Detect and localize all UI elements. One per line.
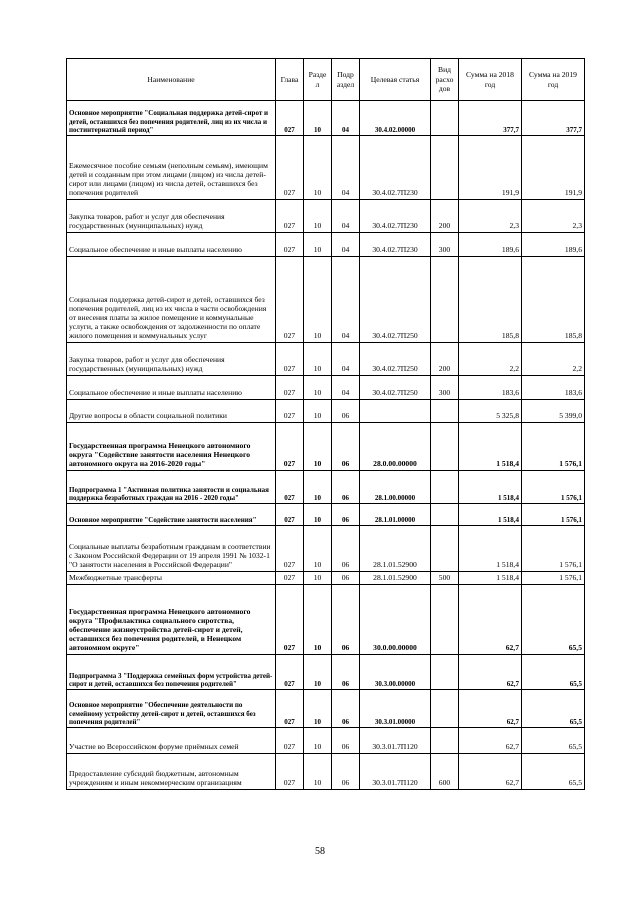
row-tselevaya-cell: 30.4.02.7П250 xyxy=(360,376,431,400)
row-tselevaya-cell: 28.1.01.52900 xyxy=(360,572,431,585)
row-vid-cell xyxy=(431,504,459,526)
row-sum-2019-cell: 2,2 xyxy=(522,343,585,376)
row-vid-cell xyxy=(431,136,459,200)
row-razdel-cell: 10 xyxy=(304,343,332,376)
row-podrazdel-cell: 06 xyxy=(332,585,360,655)
header-tselevaya-statya: Целевая статья xyxy=(360,59,431,101)
row-razdel-cell: 10 xyxy=(304,136,332,200)
row-name-cell: Другие вопросы в области социальной политики xyxy=(67,400,276,423)
row-sum-2018-cell: 62,7 xyxy=(459,728,522,754)
row-name-cell: Ежемесячное пособие семьям (неполным семьям), имеющим детей и созданным при этом лицами (лицом) из числа детей-сирот или лицами (лицом) из числа детей, оставшихся без попечения родителей xyxy=(67,136,276,200)
row-podrazdel-cell: 04 xyxy=(332,376,360,400)
row-razdel-cell: 10 xyxy=(304,728,332,754)
row-vid-cell xyxy=(431,400,459,423)
row-podrazdel-cell: 06 xyxy=(332,655,360,690)
row-sum-2018-cell: 1 518,4 xyxy=(459,504,522,526)
header-glava: Глава xyxy=(276,59,304,101)
row-sum-2018-cell: 2,2 xyxy=(459,343,522,376)
row-razdel-cell: 10 xyxy=(304,504,332,526)
row-sum-2018-cell: 377,7 xyxy=(459,101,522,136)
header-podrazdel: Подр аздел xyxy=(332,59,360,101)
row-glava-cell: 027 xyxy=(276,655,304,690)
row-name-cell: Закупка товаров, работ и услуг для обеспечения государственных (муниципальных) нужд xyxy=(67,343,276,376)
table-row xyxy=(67,423,585,471)
row-podrazdel-cell: 04 xyxy=(332,136,360,200)
row-sum-2019-cell: 377,7 xyxy=(522,101,585,136)
row-glava-cell: 027 xyxy=(276,136,304,200)
row-glava-cell: 027 xyxy=(276,101,304,136)
row-sum-2019-cell: 65,5 xyxy=(522,585,585,655)
row-name-cell: Социальные выплаты безработным гражданам в соответствии с Законом Российской Федерации от 19 апреля 1991 № 1032-1 "О занятости населения в Российской Федерации" xyxy=(67,526,276,572)
row-vid-cell xyxy=(431,257,459,343)
row-razdel-cell: 10 xyxy=(304,585,332,655)
row-vid-cell xyxy=(431,728,459,754)
row-sum-2019-cell: 65,5 xyxy=(522,728,585,754)
table-row xyxy=(67,200,585,233)
row-glava-cell: 027 xyxy=(276,376,304,400)
row-vid-cell: 200 xyxy=(431,200,459,233)
row-podrazdel-cell: 04 xyxy=(332,343,360,376)
row-podrazdel-cell: 04 xyxy=(332,233,360,257)
row-tselevaya-cell: 30.3.01.7П120 xyxy=(360,728,431,754)
row-podrazdel-cell: 06 xyxy=(332,400,360,423)
row-sum-2019-cell: 185,8 xyxy=(522,257,585,343)
row-vid-cell: 300 xyxy=(431,376,459,400)
row-name-cell: Предоставление субсидий бюджетным, автономным учреждениям и иным некоммерческим организациям xyxy=(67,754,276,790)
row-sum-2019-cell: 1 576,1 xyxy=(522,423,585,471)
row-glava-cell: 027 xyxy=(276,754,304,790)
row-vid-cell: 600 xyxy=(431,754,459,790)
page-number: 58 xyxy=(315,846,325,857)
row-razdel-cell: 10 xyxy=(304,754,332,790)
row-podrazdel-cell: 04 xyxy=(332,101,360,136)
row-glava-cell: 027 xyxy=(276,343,304,376)
table-row xyxy=(67,376,585,400)
table-row xyxy=(67,690,585,728)
row-sum-2019-cell: 191,9 xyxy=(522,136,585,200)
table-row xyxy=(67,233,585,257)
row-razdel-cell: 10 xyxy=(304,526,332,572)
row-sum-2018-cell: 62,7 xyxy=(459,754,522,790)
row-name-cell: Основное мероприятие "Обеспечение деятельности по семейному устройству детей-сирот и детей, оставшихся без попечения родителей" xyxy=(67,690,276,728)
row-razdel-cell: 10 xyxy=(304,655,332,690)
row-podrazdel-cell: 06 xyxy=(332,504,360,526)
row-sum-2019-cell: 1 576,1 xyxy=(522,504,585,526)
row-sum-2018-cell: 62,7 xyxy=(459,655,522,690)
row-glava-cell: 027 xyxy=(276,504,304,526)
row-sum-2018-cell: 1 518,4 xyxy=(459,572,522,585)
row-tselevaya-cell: 30.0.00.00000 xyxy=(360,585,431,655)
table-body xyxy=(67,101,585,790)
row-podrazdel-cell: 04 xyxy=(332,257,360,343)
table-row xyxy=(67,572,585,585)
row-glava-cell: 027 xyxy=(276,257,304,343)
row-razdel-cell: 10 xyxy=(304,101,332,136)
row-podrazdel-cell: 04 xyxy=(332,200,360,233)
table-row xyxy=(67,101,585,136)
row-tselevaya-cell: 28.1.01.00000 xyxy=(360,504,431,526)
row-glava-cell: 027 xyxy=(276,423,304,471)
table-row xyxy=(67,754,585,790)
row-podrazdel-cell: 06 xyxy=(332,572,360,585)
header-razdel: Разде л xyxy=(304,59,332,101)
table-row xyxy=(67,728,585,754)
row-name-cell: Межбюджетные трансферты xyxy=(67,572,276,585)
row-tselevaya-cell: 28.1.00.00000 xyxy=(360,471,431,504)
row-tselevaya-cell: 30.3.00.00000 xyxy=(360,655,431,690)
row-razdel-cell: 10 xyxy=(304,423,332,471)
row-vid-cell xyxy=(431,585,459,655)
row-tselevaya-cell: 30.4.02.7П250 xyxy=(360,257,431,343)
row-name-cell: Подпрограмма 3 "Поддержка семейных форм устройства детей-сирот и детей, оставшихся без попечения родителей" xyxy=(67,655,276,690)
row-glava-cell: 027 xyxy=(276,728,304,754)
row-glava-cell: 027 xyxy=(276,200,304,233)
row-vid-cell xyxy=(431,423,459,471)
row-glava-cell: 027 xyxy=(276,585,304,655)
row-sum-2019-cell: 5 399,0 xyxy=(522,400,585,423)
row-tselevaya-cell: 30.4.02.7П230 xyxy=(360,200,431,233)
row-sum-2018-cell: 191,9 xyxy=(459,136,522,200)
row-name-cell: Социальная поддержка детей-сирот и детей, оставшихся без попечения родителей, лиц из их числа в части освобождения от внесения платы за жилое помещение и коммунальные услуги, а также освобождения от задолженности по оплате жилого помещения и коммунальных услуг xyxy=(67,257,276,343)
row-sum-2019-cell: 1 576,1 xyxy=(522,572,585,585)
table-row xyxy=(67,504,585,526)
row-razdel-cell: 10 xyxy=(304,257,332,343)
row-tselevaya-cell: 30.4.02.7П250 xyxy=(360,343,431,376)
table-row xyxy=(67,471,585,504)
row-tselevaya-cell: 28.0.00.00000 xyxy=(360,423,431,471)
row-podrazdel-cell: 06 xyxy=(332,471,360,504)
row-name-cell: Основное мероприятие "Содействие занятости населения" xyxy=(67,504,276,526)
row-name-cell: Государственная программа Ненецкого автономного округа "Содействие занятости населения Ненецкого автономного округа на 2016-2020 годы" xyxy=(67,423,276,471)
row-razdel-cell: 10 xyxy=(304,376,332,400)
row-vid-cell: 300 xyxy=(431,233,459,257)
row-podrazdel-cell: 06 xyxy=(332,754,360,790)
header-row xyxy=(67,59,585,101)
row-sum-2019-cell: 65,5 xyxy=(522,655,585,690)
row-podrazdel-cell: 06 xyxy=(332,423,360,471)
row-name-cell: Социальное обеспечение и иные выплаты населению xyxy=(67,376,276,400)
row-sum-2018-cell: 62,7 xyxy=(459,690,522,728)
row-sum-2018-cell: 1 518,4 xyxy=(459,423,522,471)
row-name-cell: Государственная программа Ненецкого автономного округа "Профилактика социального сиротства, обеспечение жизнеустройства детей-сирот и детей, оставшихся без попечения родителей, в Ненецком автономном округе" xyxy=(67,585,276,655)
row-razdel-cell: 10 xyxy=(304,690,332,728)
row-sum-2018-cell: 5 325,8 xyxy=(459,400,522,423)
table-row xyxy=(67,400,585,423)
row-glava-cell: 027 xyxy=(276,471,304,504)
header-sum-2019: Сумма на 2019 год xyxy=(522,59,585,101)
row-name-cell: Основное мероприятие "Социальная поддержка детей-сирот и детей, оставшихся без попечения родителей, лиц из их числа и постинтернатный период" xyxy=(67,101,276,136)
row-glava-cell: 027 xyxy=(276,526,304,572)
row-vid-cell xyxy=(431,526,459,572)
row-vid-cell xyxy=(431,471,459,504)
row-name-cell: Закупка товаров, работ и услуг для обеспечения государственных (муниципальных) нужд xyxy=(67,200,276,233)
table-row xyxy=(67,585,585,655)
row-sum-2019-cell: 1 576,1 xyxy=(522,526,585,572)
header-name: Наименование xyxy=(67,59,276,101)
row-sum-2018-cell: 2,3 xyxy=(459,200,522,233)
row-sum-2018-cell: 185,8 xyxy=(459,257,522,343)
row-sum-2018-cell: 1 518,4 xyxy=(459,526,522,572)
row-razdel-cell: 10 xyxy=(304,200,332,233)
row-glava-cell: 027 xyxy=(276,400,304,423)
row-vid-cell: 500 xyxy=(431,572,459,585)
table-row xyxy=(67,655,585,690)
row-razdel-cell: 10 xyxy=(304,471,332,504)
row-podrazdel-cell: 06 xyxy=(332,526,360,572)
row-sum-2018-cell: 62,7 xyxy=(459,585,522,655)
row-sum-2019-cell: 2,3 xyxy=(522,200,585,233)
row-sum-2019-cell: 1 576,1 xyxy=(522,471,585,504)
row-vid-cell xyxy=(431,690,459,728)
row-tselevaya-cell xyxy=(360,400,431,423)
row-tselevaya-cell: 30.4.02.7П230 xyxy=(360,136,431,200)
row-sum-2019-cell: 189,6 xyxy=(522,233,585,257)
header-sum-2018: Сумма на 2018 год xyxy=(459,59,522,101)
row-tselevaya-cell: 30.3.01.00000 xyxy=(360,690,431,728)
row-vid-cell xyxy=(431,655,459,690)
row-tselevaya-cell: 28.1.01.52900 xyxy=(360,526,431,572)
row-sum-2018-cell: 1 518,4 xyxy=(459,471,522,504)
row-sum-2018-cell: 183,6 xyxy=(459,376,522,400)
row-tselevaya-cell: 30.3.01.7П120 xyxy=(360,754,431,790)
row-name-cell: Участие во Всероссийском форуме приёмных семей xyxy=(67,728,276,754)
row-glava-cell: 027 xyxy=(276,233,304,257)
row-podrazdel-cell: 06 xyxy=(332,728,360,754)
budget-table xyxy=(66,58,585,790)
row-tselevaya-cell: 30.4.02.7П230 xyxy=(360,233,431,257)
table-row xyxy=(67,136,585,200)
table-row xyxy=(67,526,585,572)
row-razdel-cell: 10 xyxy=(304,400,332,423)
header-vid-raskhodov: Вид расхо дов xyxy=(431,59,459,101)
row-razdel-cell: 10 xyxy=(304,572,332,585)
row-tselevaya-cell: 30.4.02.00000 xyxy=(360,101,431,136)
row-razdel-cell: 10 xyxy=(304,233,332,257)
row-sum-2018-cell: 189,6 xyxy=(459,233,522,257)
table-row xyxy=(67,343,585,376)
row-glava-cell: 027 xyxy=(276,572,304,585)
row-sum-2019-cell: 65,5 xyxy=(522,690,585,728)
row-vid-cell xyxy=(431,101,459,136)
table-row xyxy=(67,257,585,343)
row-name-cell: Социальное обеспечение и иные выплаты населению xyxy=(67,233,276,257)
row-sum-2019-cell: 65,5 xyxy=(522,754,585,790)
row-sum-2019-cell: 183,6 xyxy=(522,376,585,400)
row-glava-cell: 027 xyxy=(276,690,304,728)
row-name-cell: Подпрограмма 1 "Активная политика занятости и социальная поддержка безработных граждан на 2016 - 2020 годы" xyxy=(67,471,276,504)
row-vid-cell: 200 xyxy=(431,343,459,376)
row-podrazdel-cell: 06 xyxy=(332,690,360,728)
